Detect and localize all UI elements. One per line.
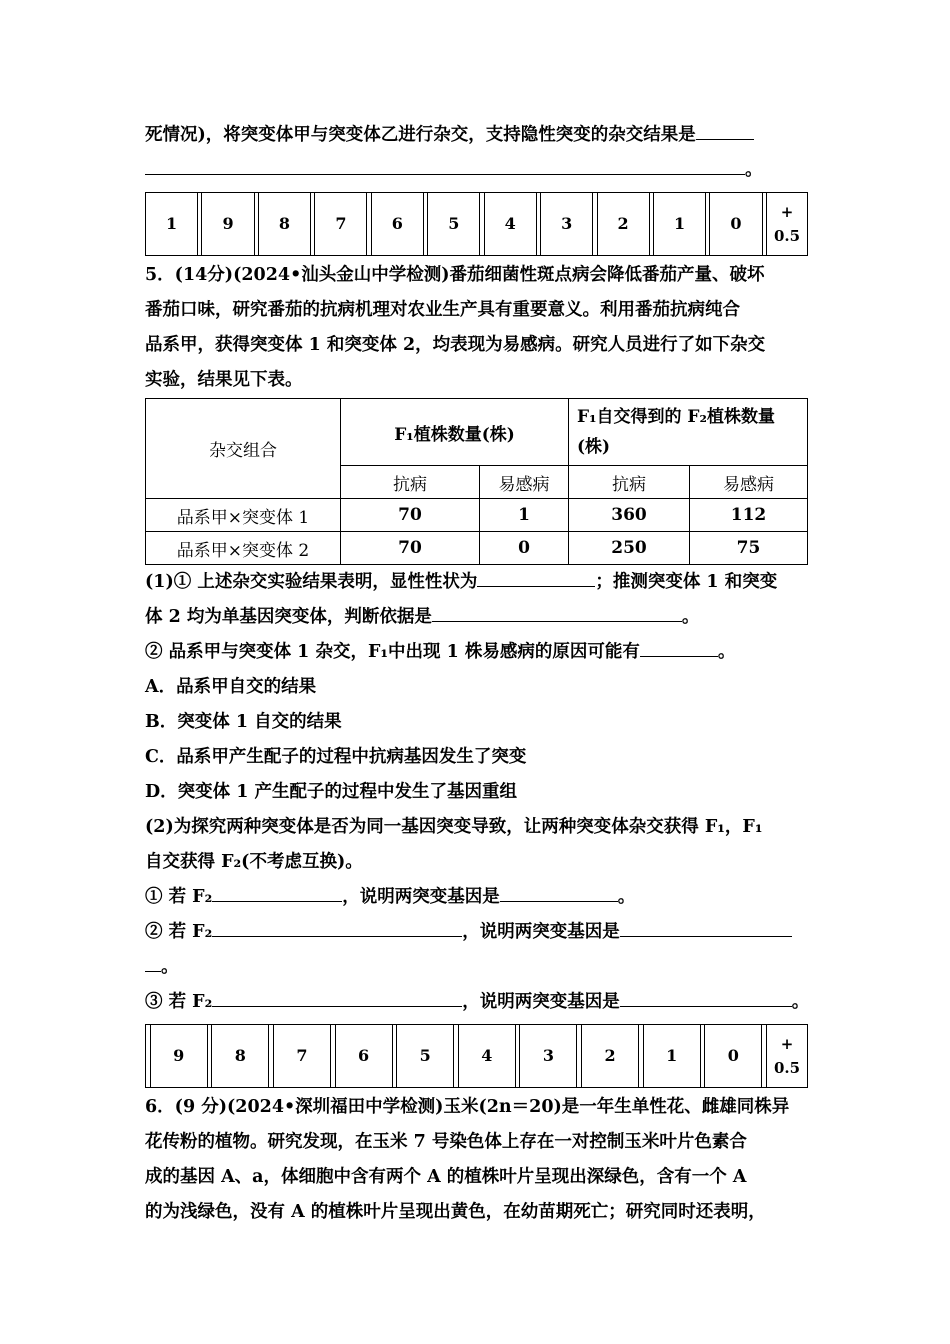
option-b[interactable]: B．突变体 1 自交的结果 bbox=[145, 712, 342, 732]
text: 。 bbox=[791, 992, 810, 1012]
score-cell[interactable]: 5 bbox=[428, 193, 480, 256]
text: ② 品系甲与突变体 1 杂交，F₁中出现 1 株易感病的原因可能有 bbox=[145, 642, 640, 662]
q5-line1: 5．(14分)(2024•汕头金山中学检测)番茄细菌性斑点病会降低番茄产量、破坏 bbox=[145, 265, 765, 285]
header-f1: F₁植株数量(株) bbox=[341, 399, 569, 466]
row-name: 品系甲×突变体 1 bbox=[146, 499, 341, 532]
table-row bbox=[146, 532, 808, 565]
subheader-f2-susceptible: 易感病 bbox=[690, 466, 808, 499]
text: ，说明两突变基因是 bbox=[342, 887, 500, 907]
cell-value: 70 bbox=[341, 499, 480, 532]
score-table-q5 bbox=[145, 1024, 808, 1088]
document-page bbox=[145, 118, 810, 1230]
option-c[interactable]: C．品系甲产生配子的过程中抗病基因发生了突变 bbox=[145, 747, 527, 767]
text: 。 bbox=[617, 887, 636, 907]
cell-value: 360 bbox=[569, 499, 690, 532]
answer-blank[interactable] bbox=[640, 636, 718, 657]
score-cell[interactable]: 6 bbox=[335, 1025, 392, 1088]
subheader-f2-resistant: 抗病 bbox=[569, 466, 690, 499]
answer-blank[interactable] bbox=[620, 916, 792, 937]
score-cell[interactable]: 2 bbox=[597, 193, 649, 256]
score-cell[interactable]: 1 bbox=[146, 193, 198, 256]
score-cell[interactable]: 3 bbox=[541, 193, 593, 256]
subheader-f1-resistant: 抗病 bbox=[341, 466, 480, 499]
cell-value: 70 bbox=[341, 532, 480, 565]
cell-value: 250 bbox=[569, 532, 690, 565]
q4-tail-line2 bbox=[145, 153, 810, 188]
text: 。 bbox=[717, 642, 736, 662]
q6-line1: 6．(9 分)(2024•深圳福田中学检测)玉米(2n＝20)是一年生单性花、雌雄同株异 bbox=[145, 1097, 790, 1117]
score-cell-plus-half[interactable] bbox=[767, 1025, 808, 1088]
text: 。 bbox=[681, 607, 700, 627]
answer-blank[interactable] bbox=[212, 916, 462, 937]
answer-blank[interactable] bbox=[500, 881, 618, 902]
option-d[interactable]: D．突变体 1 产生配子的过程中发生了基因重组 bbox=[145, 782, 518, 802]
answer-blank[interactable] bbox=[145, 154, 745, 175]
q5-case3 bbox=[145, 985, 810, 1020]
q5-2-line2: 自交获得 F₂(不考虑互换)。 bbox=[145, 852, 363, 872]
score-cell[interactable]: 8 bbox=[258, 193, 310, 256]
table-row bbox=[146, 499, 808, 532]
score-cell[interactable]: 0 bbox=[705, 1025, 762, 1088]
header-combo: 杂交组合 bbox=[146, 399, 341, 499]
cross-results-table bbox=[145, 398, 808, 565]
q6-line2: 花传粉的植物。研究发现，在玉米 7 号染色体上存在一对控制玉米叶片色素合 bbox=[145, 1132, 747, 1152]
answer-blank[interactable] bbox=[145, 951, 161, 972]
half-point: 0.5 bbox=[773, 1059, 801, 1077]
score-cell[interactable]: 6 bbox=[371, 193, 423, 256]
q5-case2 bbox=[145, 915, 810, 950]
q5-1a bbox=[145, 565, 810, 600]
text: 。 bbox=[161, 957, 179, 977]
score-cell[interactable]: 7 bbox=[273, 1025, 330, 1088]
score-cell[interactable]: 0 bbox=[710, 193, 762, 256]
plus-sign: + bbox=[780, 1035, 794, 1053]
score-cell[interactable]: 2 bbox=[582, 1025, 639, 1088]
answer-blank[interactable] bbox=[212, 881, 342, 902]
text: ；推测突变体 1 和突变 bbox=[595, 572, 778, 592]
text: (1)① 上述杂交实验结果表明，显性性状为 bbox=[145, 572, 478, 592]
text: ，说明两突变基因是 bbox=[462, 922, 620, 942]
score-cell[interactable]: 4 bbox=[484, 193, 536, 256]
subheader-f1-susceptible: 易感病 bbox=[480, 466, 569, 499]
q4-tail-line1 bbox=[145, 118, 810, 153]
score-cell[interactable]: 3 bbox=[520, 1025, 577, 1088]
text: ，说明两突变基因是 bbox=[462, 992, 620, 1012]
score-cell[interactable]: 7 bbox=[315, 193, 367, 256]
q5-1c bbox=[145, 635, 810, 670]
text: 体 2 均为单基因突变体，判断依据是 bbox=[145, 607, 432, 627]
q6-line4: 的为浅绿色，没有 A 的植株叶片呈现出黄色，在幼苗期死亡；研究同时还表明， bbox=[145, 1202, 766, 1222]
q5-case1 bbox=[145, 880, 810, 915]
q4-tail-text: 死情况)，将突变体甲与突变体乙进行杂交，支持隐性突变的杂交结果是 bbox=[145, 125, 696, 145]
row-name: 品系甲×突变体 2 bbox=[146, 532, 341, 565]
score-cell[interactable]: 4 bbox=[458, 1025, 515, 1088]
option-a[interactable]: A．品系甲自交的结果 bbox=[145, 677, 317, 697]
cell-value: 75 bbox=[690, 532, 808, 565]
half-point: 0.5 bbox=[773, 227, 801, 245]
answer-blank[interactable] bbox=[477, 566, 595, 587]
header-f2: F₁自交得到的 F₂植株数量(株) bbox=[569, 399, 808, 466]
score-cell[interactable]: 9 bbox=[202, 193, 254, 256]
q5-1b bbox=[145, 600, 810, 635]
score-cell-plus-half[interactable] bbox=[767, 193, 808, 256]
cell-value: 1 bbox=[480, 499, 569, 532]
period: 。 bbox=[745, 160, 763, 180]
cell-value: 0 bbox=[480, 532, 569, 565]
score-cell[interactable]: 1 bbox=[643, 1025, 700, 1088]
text: ② 若 F₂ bbox=[145, 922, 213, 942]
answer-blank[interactable] bbox=[696, 119, 754, 140]
q5-line3: 品系甲，获得突变体 1 和突变体 2，均表现为易感病。研究人员进行了如下杂交 bbox=[145, 335, 766, 355]
q6-line3: 成的基因 A、a，体细胞中含有两个 A 的植株叶片呈现出深绿色，含有一个 A bbox=[145, 1167, 747, 1187]
score-cell[interactable]: 9 bbox=[150, 1025, 207, 1088]
answer-blank[interactable] bbox=[620, 986, 792, 1007]
text: ③ 若 F₂ bbox=[145, 992, 213, 1012]
q5-line4: 实验，结果见下表。 bbox=[145, 370, 303, 390]
q5-line2: 番茄口味，研究番茄的抗病机理对农业生产具有重要意义。利用番茄抗病纯合 bbox=[145, 300, 740, 320]
answer-blank[interactable] bbox=[212, 986, 462, 1007]
q5-2-line1: (2)为探究两种突变体是否为同一基因突变导致，让两种突变体杂交获得 F₁，F₁ bbox=[145, 817, 763, 837]
q5-case2-cont bbox=[145, 950, 810, 985]
plus-sign: + bbox=[780, 203, 794, 221]
score-cell[interactable]: 8 bbox=[212, 1025, 269, 1088]
score-table-q4 bbox=[145, 192, 808, 256]
score-cell[interactable]: 5 bbox=[397, 1025, 454, 1088]
cell-value: 112 bbox=[690, 499, 808, 532]
score-cell[interactable]: 1 bbox=[653, 193, 705, 256]
text: ① 若 F₂ bbox=[145, 887, 213, 907]
answer-blank[interactable] bbox=[432, 601, 682, 622]
